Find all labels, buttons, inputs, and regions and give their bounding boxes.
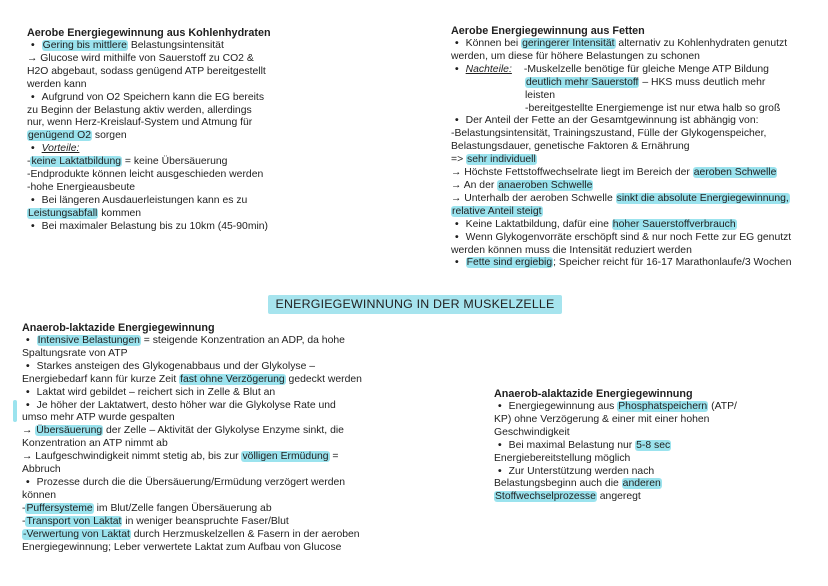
lactic-line: Spaltungsrate von ATP [22,347,128,359]
alactic-line: • Bei maximal Belastung nur 5-8 sec [498,439,671,451]
lactic-line: Energiebedarf kann für kurze Zeit fast ohne Verzögerung gedeckt werden [22,373,362,385]
lactic-line: -Verwertung von Laktat durch Herzmuskelzellen & Fasern in der aeroben [23,528,360,540]
fat-line: werden, um diese für höhere Belastungen zu schonen [451,50,700,62]
carb-line: -Endprodukte können leicht ausgeschieden werden [27,169,264,181]
fat-line: • Keine Laktatbildung, dafür eine hoher Sauerstoffverbrauch [455,218,736,230]
carb-line: • Aufgrund von O2 Speichern kann die EG bereits [31,91,265,103]
alactic-line: Geschwindigkeit [494,426,570,438]
fat-line: • Fette sind ergiebig; Speicher reicht für 16-17 Marathonlaufe/3 Wochen [455,257,792,269]
lactic-title: Anaerob-laktazide Energiegewinnung [22,322,215,334]
fat-line: werden können muss die Intensität reduziert werden [451,244,692,256]
fat-line: Belastungsdauer, genetische Faktoren & Ernährung [451,141,690,153]
fat-line: relative Anteil steigt [452,205,542,217]
lactic-line: umso mehr ATP wurde gespalten [22,412,175,424]
carb-line: • Bei längeren Ausdauerleistungen kann es zu [31,194,248,206]
fat-title: Aerobe Energiegewinnung aus Fetten [451,25,645,37]
lactic-line: → Übersäuerung der Zelle – Aktivität der Glykolyse Enzyme sinkt, die [22,425,344,437]
fat-line: => sehr individuell [451,154,536,166]
carb-line: • Bei maximaler Belastung bis zu 10km (45-90min) [31,220,269,232]
fat-line: → An der anaeroben Schwelle [451,179,593,191]
alactic-line: Stoffwechselprozesse angeregt [495,491,641,503]
alactic-title: Anaerob-alaktazide Energiegewinnung [494,388,693,400]
margin-highlight-mark [13,400,17,422]
fat-line: → Höchste Fettstoffwechselrate liegt im Bereich der aeroben Schwelle [451,167,777,179]
lactic-line: → Laufgeschwindigkeit nimmt stetig ab, bis zur völligen Ermüdung = [22,451,339,463]
fat-line: • Der Anteil der Fette an der Gesamtgewinnung ist abhängig von: [455,115,759,127]
carb-line: nur, wenn Herz-Kreislauf-System und Atmung für [27,117,253,129]
carb-line: zu Beginn der Belastung aktiv werden, allerdings [27,104,252,116]
fat-line: -Belastungsintensität, Trainingszustand, Fülle der Glykogenspeicher, [451,128,767,140]
lactic-line: • Laktat wird gebildet – reichert sich in Zelle & Blut an [26,386,276,398]
carb-section [27,27,271,234]
carb-line: werden kann [27,78,87,90]
fat-line: • Können bei geringerer Intensität alternativ zu Kohlenhydraten genutzt [455,38,788,49]
alactic-line: • Zur Unterstützung werden nach [498,465,655,477]
lactic-section [22,322,362,554]
alactic-line: • Energiegewinnung aus Phosphatspeichern (ATP/ [498,401,737,412]
fat-section [451,25,791,270]
carb-line: -keine Laktatbildung = keine Übersäuerung [27,156,228,168]
fat-line: • Wenn Glykogenvorräte erschöpft sind & nur noch Fette zur EG genutzt [455,231,792,243]
lactic-line: -Transport von Laktat in weniger beanspruchte Faser/Blut [22,515,289,527]
alactic-section [494,388,737,504]
carb-line: genügend O2 sorgen [28,130,127,142]
lactic-line: Abbruch [22,464,61,476]
lactic-line: Konzentration an ATP nimmt ab [22,438,168,450]
carb-line: Leistungsabfall kommen [28,207,142,219]
carb-line: • Vorteile: [31,143,80,155]
lactic-line: -Puffersysteme im Blut/Zelle fangen Übersäuerung ab [22,502,272,514]
fat-line: -bereitgestellte Energiemenge ist nur etwa halb so groß [525,102,781,114]
carb-title: Aerobe Energiegewinnung aus Kohlenhydraten [27,27,271,39]
fat-line: • Nachteile: -Muskelzelle benötige für gleiche Menge ATP Bildung [455,63,769,75]
carb-line: • Gering bis mittlere Belastungsintensität [31,40,224,51]
lactic-line: Energiegewinnung; Leber verwertete Laktat zum Aufbau von Glucose [22,541,342,553]
carb-line: H2O abgebaut, sodass genügend ATP bereitgestellt [27,65,266,77]
fat-line: deutlich mehr Sauerstoff – HKS muss deutlich mehr [526,76,766,88]
carb-line: → Glucose wird mithilfe von Sauerstoff zu CO2 & [27,52,254,64]
alactic-line: Energiebereitstellung möglich [494,452,631,464]
lactic-line: • Intensive Belastungen = steigende Konzentration an ADP, da hohe [26,335,345,346]
lactic-line: • Je höher der Laktatwert, desto höher war die Glykolyse Rate und [26,399,336,411]
page-title: ENERGIEGEWINNUNG IN DER MUSKELZELLE [268,295,562,314]
fat-line: leisten [525,89,556,101]
lactic-line: • Starkes ansteigen des Glykogenabbaus und der Glykolyse – [26,360,316,372]
alactic-line: Belastungsbeginn auch die anderen [494,478,661,490]
fat-line: → Unterhalb der aeroben Schwelle sinkt die absolute Energiegewinnung, [451,192,789,204]
lactic-line: • Prozesse durch die die Übersäuerung/Ermüdung verzögert werden [26,476,346,488]
alactic-line: KP) ohne Verzögerung & einer mit einer hohen [494,413,710,425]
lactic-line: können [22,489,57,501]
carb-line: -hohe Energieausbeute [27,181,136,193]
